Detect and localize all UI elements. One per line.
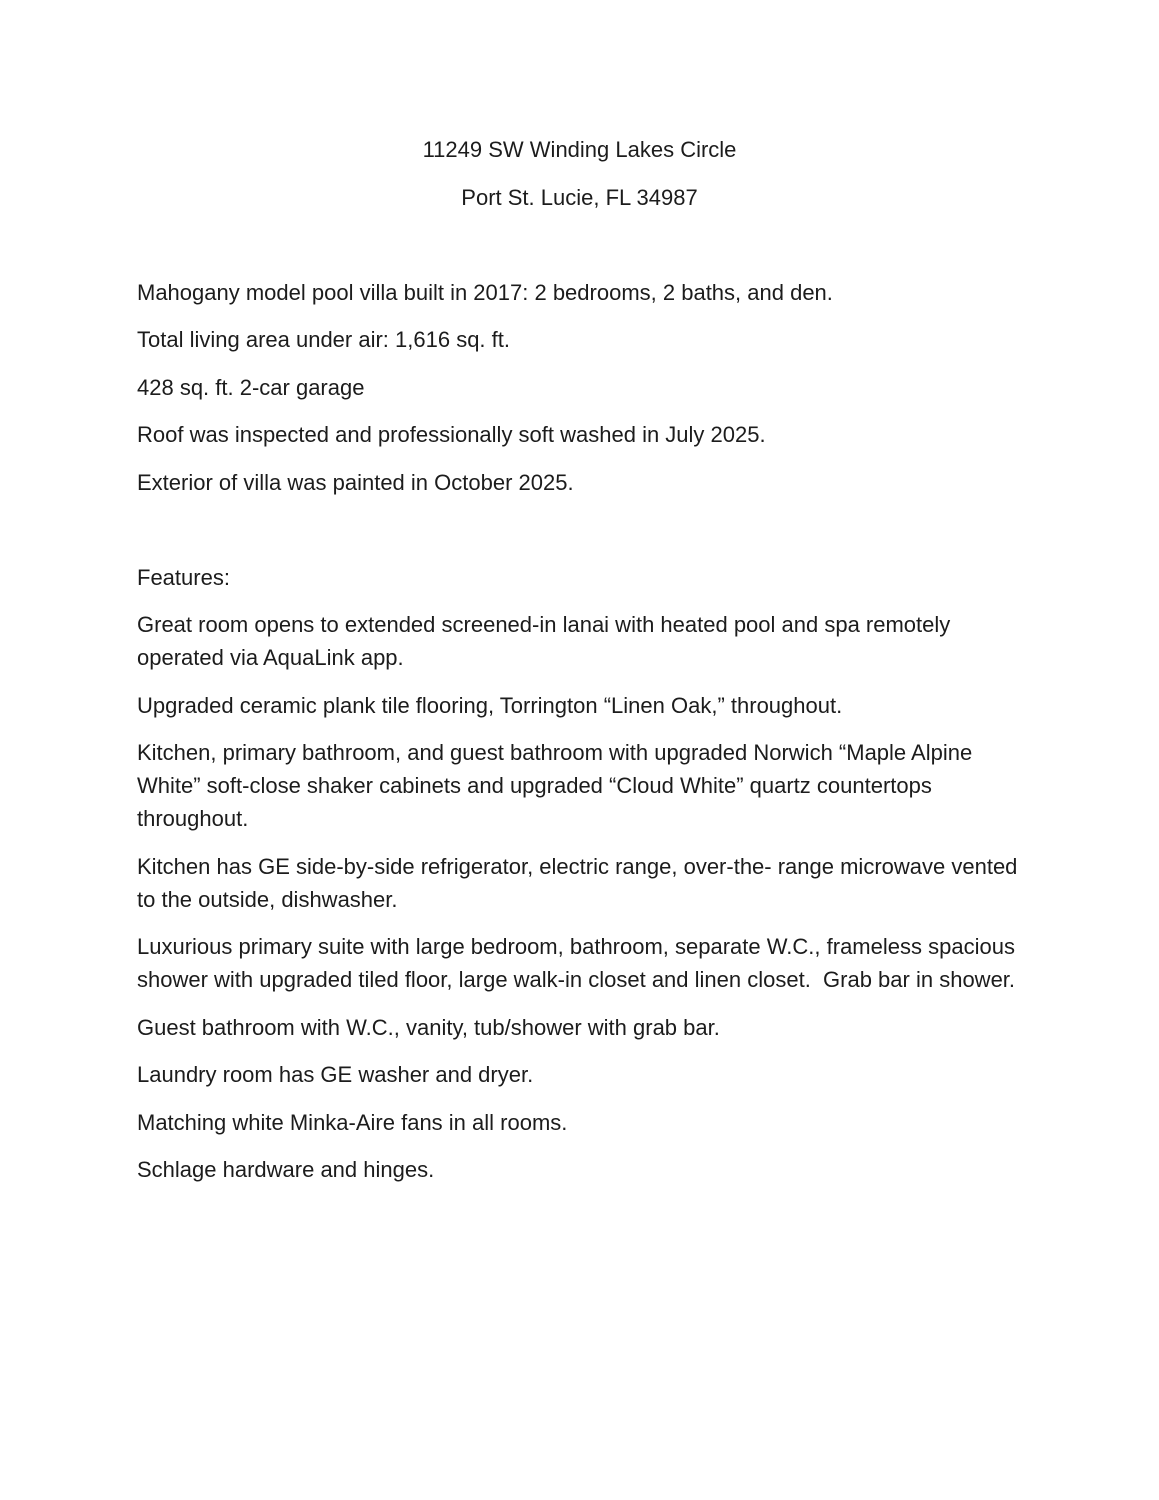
feature-paragraph: Luxurious primary suite with large bedroom, bathroom, separate W.C., frameless spacious shower with upgraded tiled floor, large walk-in closet and linen closet. Grab bar in shower. — [137, 934, 1022, 992]
summary-paragraph: Roof was inspected and professionally soft washed in July 2025. — [137, 422, 766, 447]
address-header — [137, 133, 1022, 214]
feature-paragraph: Guest bathroom with W.C., vanity, tub/shower with grab bar. — [137, 1014, 720, 1040]
feature-paragraph: Kitchen, primary bathroom, and guest bathroom with upgraded Norwich “Maple Alpine White” soft-close shaker cabinets and upgraded “Cloud White” quartz countertops throughout. — [137, 740, 979, 831]
address-line-2: Port St. Lucie, FL 34987 — [461, 184, 698, 210]
summary-paragraph: Total living area under air: 1,616 sq. ft. — [137, 327, 510, 352]
summary-paragraph: Mahogany model pool villa built in 2017: 2 bedrooms, 2 baths, and den. — [137, 279, 833, 305]
summary-paragraph: Exterior of villa was painted in October 2025. — [137, 469, 574, 495]
feature-paragraph: Matching white Minka-Aire fans in all rooms. — [137, 1109, 568, 1135]
feature-paragraph: Great room opens to extended screened-in lanai with heated pool and spa remotely operated via AquaLink app. — [137, 612, 957, 670]
summary-section — [137, 276, 1022, 499]
feature-paragraph: Kitchen has GE side-by-side refrigerator, electric range, over-the- range microwave vented to the outside, dishwasher. — [137, 853, 1024, 912]
feature-paragraph: Upgraded ceramic plank tile flooring, Torrington “Linen Oak,” throughout. — [137, 692, 843, 718]
blank-line — [137, 513, 1022, 546]
feature-paragraph: Laundry room has GE washer and dryer. — [137, 1062, 534, 1087]
address-line-1: 11249 SW Winding Lakes Circle — [422, 137, 737, 162]
features-section — [137, 608, 1022, 1186]
feature-paragraph: Schlage hardware and hinges. — [137, 1157, 435, 1182]
features-heading: Features: — [137, 564, 230, 590]
blank-line — [137, 228, 1022, 261]
summary-paragraph: 428 sq. ft. 2-car garage — [137, 374, 365, 400]
